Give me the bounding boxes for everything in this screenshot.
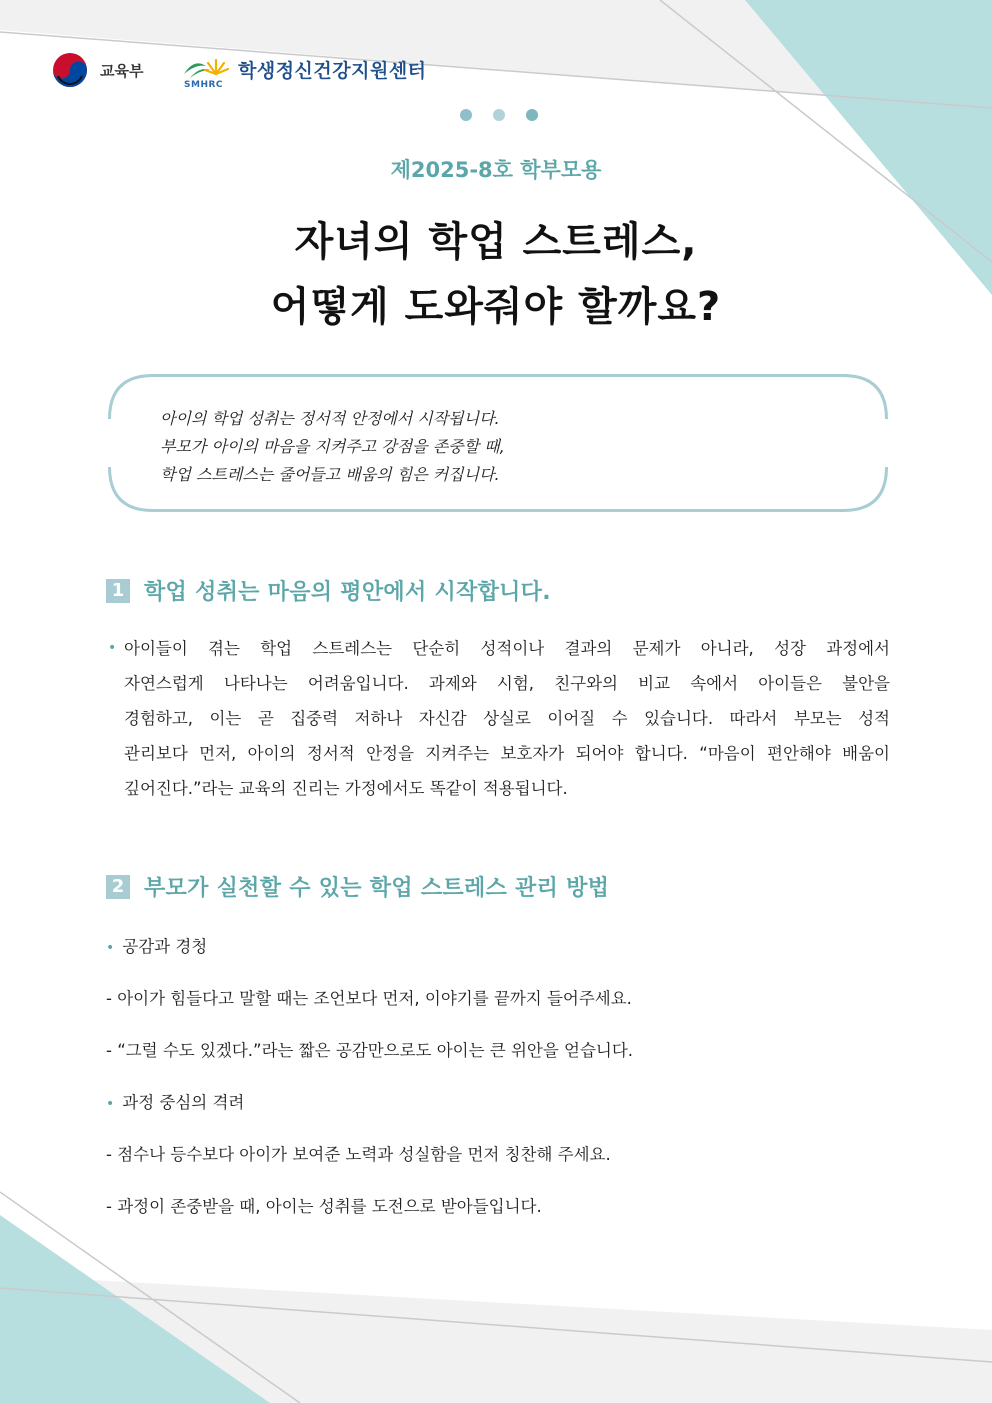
paragraph-line: 경험하고, 이는 곧 집중력 저하나 자신감 상실로 이어질 수 있습니다. 따라서 부모는 성적 [124, 709, 890, 728]
smhrc-logo [180, 52, 427, 92]
bullet-icon: • [106, 1096, 115, 1112]
title-line-1: 자녀의 학업 스트레스, [294, 219, 698, 265]
quote-line-3: 학업 스트레스는 줄어들고 배움의 힘은 커집니다. [160, 465, 500, 484]
section-1-title: 학업 성취는 마음의 평안에서 시작합니다. [144, 580, 551, 605]
title-line-2: 어떻게 도와줘야 할까요? [270, 284, 722, 330]
quote-line-1: 아이의 학업 성취는 정서적 안정에서 시작됩니다. [160, 409, 500, 428]
quote-line-2: 부모가 아이의 마음을 지켜주고 강점을 존중할 때, [160, 437, 505, 456]
list-item: - 점수나 등수보다 아이가 보여준 노력과 성실함을 먼저 칭찬해 주세요. [106, 1145, 611, 1164]
smhrc-abbr: SMHRC [184, 80, 224, 90]
section-2-heading [106, 871, 609, 902]
bullet-icon: • [108, 640, 117, 656]
paragraph-line: 관리보다 먼저, 아이의 정서적 안정을 지켜주는 보호자가 되어야 합니다. “마음이 편안해야 배움이 [124, 744, 890, 763]
list-item: - 아이가 힘들다고 말할 때는 조언보다 먼저, 이야기를 끝까지 들어주세요. [106, 989, 632, 1008]
section-number-badge: 2 [106, 875, 130, 899]
section-2-title: 부모가 실천할 수 있는 학업 스트레스 관리 방법 [144, 876, 610, 901]
paragraph-line: 깊어진다.”라는 교육의 진리는 가정에서도 똑같이 적용됩니다. [124, 779, 568, 798]
list-item-heading [106, 933, 207, 957]
dot-icon [526, 109, 538, 121]
list-item: - 과정이 존중받을 때, 아이는 성취를 도전으로 받아들입니다. [106, 1197, 542, 1216]
center-label: 학생정신건강지원센터 [238, 60, 427, 82]
section-1-heading [106, 575, 551, 606]
quote-box [108, 374, 888, 512]
list-item-label: 과정 중심의 격려 [122, 1093, 245, 1112]
issue-label: 제2025-8호 학부모용 [390, 158, 602, 182]
dot-icon [493, 109, 505, 121]
page-title [0, 210, 992, 340]
decorative-dots [460, 109, 538, 121]
paragraph-line: 자연스럽게 나타나는 어려움입니다. 과제와 시험, 친구와의 비교 속에서 아이들은 불안을 [124, 674, 890, 693]
moe-label: 교육부 [100, 61, 144, 80]
list-item-label: 공감과 경청 [122, 937, 208, 956]
section-number-badge: 1 [106, 579, 130, 603]
list-item-heading [106, 1089, 244, 1113]
section-1-paragraph [106, 631, 890, 806]
paragraph-line: 아이들이 겪는 학업 스트레스는 단순히 성적이나 결과의 문제가 아니라, 성장 과정에서 [124, 639, 890, 658]
dot-icon [460, 109, 472, 121]
list-item: - “그럴 수도 있겠다.”라는 짧은 공감만으로도 아이는 큰 위안을 얻습니다. [106, 1041, 634, 1060]
moe-logo [52, 52, 143, 88]
leaf-sun-icon [180, 52, 232, 82]
bullet-icon: • [106, 940, 115, 956]
taegeuk-emblem-icon [52, 52, 88, 88]
